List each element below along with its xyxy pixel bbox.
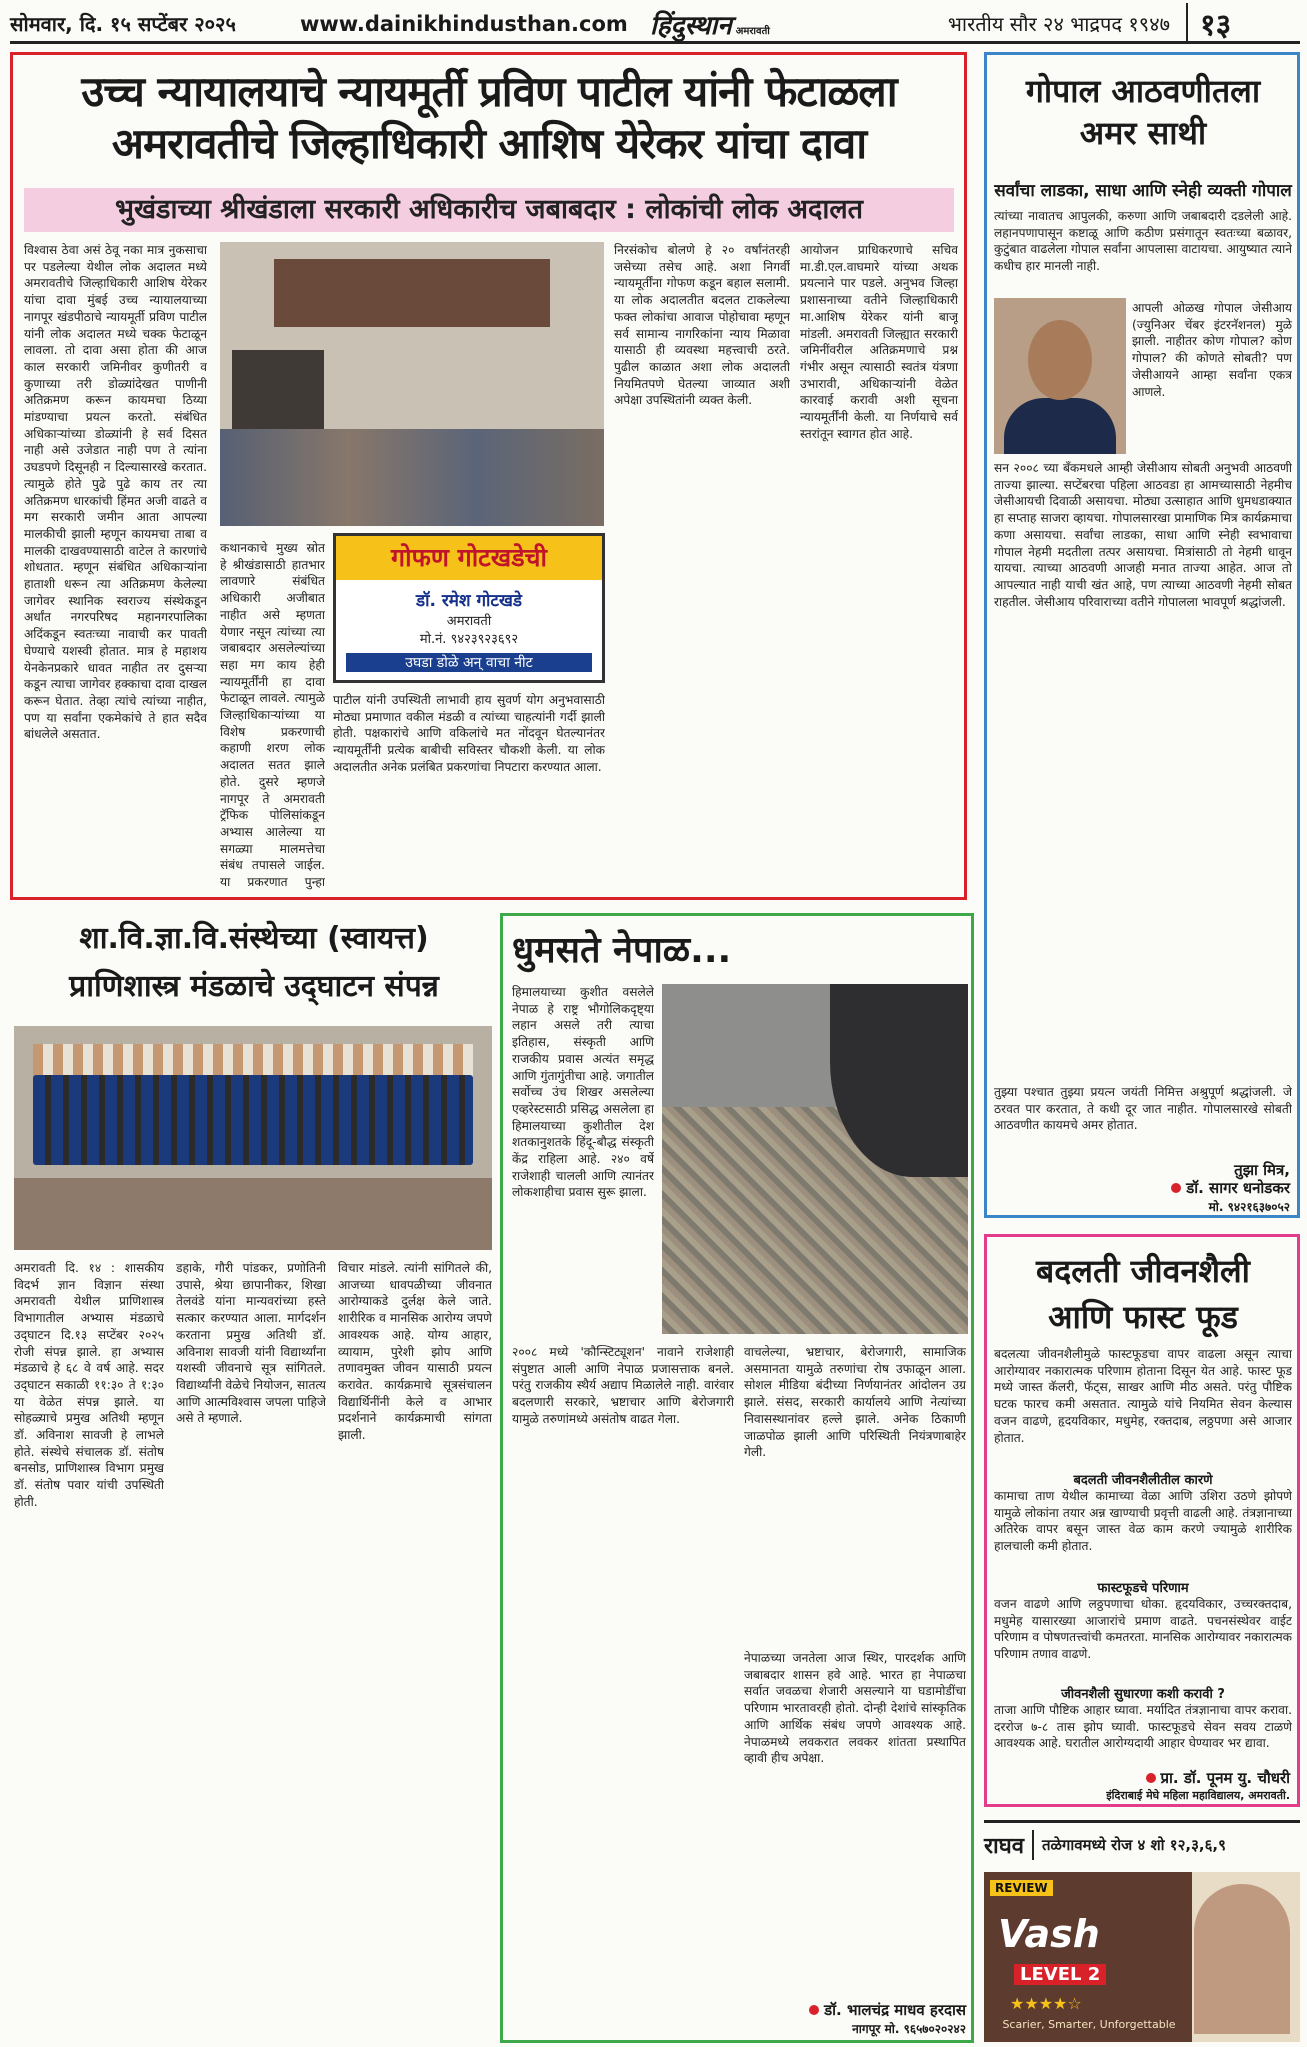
- gopal-deck: सर्वांचा लाडका, साधा आणि स्नेही व्यक्ती गोपाल: [994, 181, 1292, 201]
- saka-date: भारतीय सौर २४ भाद्रपद १९४७: [947, 12, 1170, 36]
- movie-actress-image: [1194, 1884, 1290, 2034]
- gopal-author: डॉ. सागर धनोडकर: [994, 1178, 1290, 1198]
- lifestyle-headline: बदलती जीवनशैली आणि फास्ट फूड: [1036, 1252, 1250, 1336]
- ad-tagline: उघडा डोळे अन् वाचा नीट: [346, 653, 592, 672]
- gopal-intro: त्यांच्या नावातच आपुलकी, करुणा आणि जबाबदारी दडलेली आहे. लहानपणापासून कष्टाळू आणि कठीण प्रसंगातून स्वतःच्या बळावर, कुटुंबात वाढलेला गोपाल सर्वांना आपलासा वाटायचा. आयुष्यात त्याने कधीच हार मानली नाही.: [994, 209, 1292, 274]
- page-number: १३: [1186, 3, 1274, 44]
- shavidvi-group-photo: [14, 1026, 492, 1250]
- shavidvi-headline: शा.वि.ज्ञा.वि.संस्थेच्या (स्वायत्त) प्राणिशास्त्र मंडळाचे उद्‌घाटन संपन्न: [69, 921, 439, 1004]
- movie-poster: [984, 1872, 1192, 2042]
- newspaper-logo: हिंदुस्थान अमरावती: [650, 10, 770, 41]
- lead-column-1: विश्वास ठेवा असं ठेवू नका मात्र नुकसाचा पर पडलेल्या येथील लोक अदालत मध्ये अमरावतीचे जिल्हाधिकारी आशिष येरेकर यांचा दावा मुंबई उच्च न्यायालयाच्या नागपूर खंडपीठाचे न्यायमूर्ती प्रविण पाटील यांनी लोक अदालत मध्ये चक्क फेटाळून लावला. तो दावा असा होता की आज काल सरकारी जमिनीवर कुणीतरी व कुणाच्या तरी डोळ्यांदेखत पाणीनी अतिक्रमण करून कायमचा ठिय्या मांडण्याचा प्रयत्न करतो. संबंधित अधिकाऱ्यांच्या डोळ्यांनी हे सर्व दिसत नाही असे उजेडात नाही पण ते त्यांना उघडपणे दिसूनही न दिल्यासारखे करतात. त्यामुळे होते पुढे पुढे काय तर त्या अतिक्रमण धारकांची हिंमत अजी वाढते व मग सरकारी जमीन आता आपल्या मालकीची झाली म्हणून कायमचा ताबा व मालकी दाखवण्यासाठी वाटेल ते कारणांचे शोधतात. म्हणून संबंधित अधिकाऱ्यांना हाताशी धरून त्या अतिक्रमण केलेल्या जागेवर स्थानिक स्वराज्य संस्थेकडून अर्धांत नगरपरिषद महानगरपालिका अदिंकडून स्वतःच्या नावाची कर पावती घेण्याचे यशस्वी होतात. मात्र हे महाशय येनकेनप्रकारे धावत नाहीत तर दुसऱ्या कडून त्याचा जागेवर हक्काचा दावा दाखल करून घेतात. तेव्हा त्यांचे त्यांच्या नाहीत, पण या सर्वांना एकमेकांचे ते हात सदैव बांधलेले असतात.: [24, 243, 207, 742]
- lifestyle-section-3: ताजा आणि पौष्टिक आहार घ्यावा. मर्यादित तंत्रज्ञानाचा वापर करावा. दररोज ७-८ तास झोप घ्यावी. फास्टफूडचे सेवन सवय टाळणे आवश्यक आहे. घरातील आरोग्यदायी आहार घेण्यावर भर द्यावा.: [994, 1703, 1292, 1751]
- lifestyle-section-1-heading: बदलती जीवनशैलीतील कारणे: [1073, 1473, 1213, 1488]
- ad-title: गोफण गोटखडेची: [336, 536, 602, 580]
- gopal-sign-label: तुझा मित्र,: [1234, 1161, 1290, 1179]
- nepal-column-1b: २००८ मध्ये 'कौन्स्टिट्यूशन' नावाने राजेशाही संपुष्टात आली आणि नेपाळ प्रजासत्ताक बनले. परंतु राजकीय स्थैर्य अद्याप मिळालेले नाही. वारंवार बदलणारी सरकारे, भ्रष्टाचार आणि बेरोजगारी यामुळे तरुणांमध्ये असंतोष वाढत गेला.: [512, 1345, 734, 1426]
- lifestyle-intro: बदलत्या जीवनशैलीमुळे फास्टफूडचा वापर वाढला असून त्याचा आरोग्यावर नकारात्मक परिणाम होताना दिसून येत आहे. फास्ट फूड मध्ये जास्त कॅलरी, फॅट्स, साखर आणि मीठ असते. परंतु पौष्टिक घटक फारच कमी असतात. त्यामुळे यांचे नियमित सेवन केल्यास वजन वाढणे, हृदयविकार, मधुमेह, रक्तदाब, लठ्ठपणा असे आजार होतात.: [994, 1347, 1292, 1445]
- movie-tagline: Scarier, Smarter, Unforgettable: [1002, 2018, 1176, 2031]
- ad-phone: मो.नं. ९४२३९२३६९२: [419, 632, 519, 647]
- lead-column-4: निरसंकोच बोलणे हे २० वर्षांनंतरही जसेच्या तसेच आहे. अशा निगर्वी न्यायमूर्तींना गोफण कडून बहाल सलामी. या लोक अदालतीत बदलत टाकलेल्या फक्त लोकांचा आवाज पोहोचावा म्हणून सर्व सामान्य नागरिकांना न्याय मिळावा यासाठी ही व्यवस्था महत्त्वाची ठरते. पुढील काळात अशा लोक अदालती नियमितपणे घेतल्या जाव्यात अशी अपेक्षा उपस्थितांनी व्यक्त केली.: [614, 243, 790, 408]
- movie-title: Vash: [998, 1912, 1100, 1956]
- lifestyle-section-1: कामाचा ताण येथील कामाच्या वेळा आणि उशिरा उठणे झोपणे यामुळे लोकांना तयार अन्न खाण्याची प्रवृत्ती वाढली आहे. तंत्रज्ञानाच्या अतिरेक वापर बसून जास्त वेळ काम करणे ज्यामुळे शारीरिक हालचाली कमी होतात.: [994, 1489, 1292, 1554]
- review-label: REVIEW: [990, 1880, 1053, 1896]
- ad-name: डॉ. रमेश गोटखडे: [415, 591, 522, 611]
- gopal-body: सन २००८ च्या बँकमधले आम्ही जेसीआय सोबती अनुभवी आठवणी ताज्या झाल्या. सप्टेंबरचा पहिला आठवडा हा आमच्यासाठी नेहमीच जेसीआयची दिवाळी असायचा. मोठ्या उत्साहात आणि धुमधडाक्यात हा सप्ताह साजरा व्हायचा. गोपालसारखा प्रामाणिक मित्र कार्यक्रमाचा कणा असायचा. सर्वांचा लाडका, साधा आणि स्नेही स्वभावाचा गोपाल नेहमी मदतीला तत्पर असायचा. मित्रांसाठी तो नेहमी धावून यायचा. त्याच्या आठवणी आजही मनात ताज्या आहेत. आज तो आपल्यात नाही याची खंत आहे, पण त्याच्या आठवणी नेहमी सोबत राहतील. जेसीआय परिवाराच्या वतीने गोपालला भावपूर्ण श्रद्धांजली.: [994, 461, 1292, 609]
- nepal-column-1: हिमालयाच्या कुशीत वसलेले नेपाळ हे राष्ट्र भौगोलिकदृष्ट्या लहान असले तरी त्याचा इतिहास, संस्कृती आणि राजकीय प्रवास अत्यंत समृद्ध आणि गुंतागुंतीचा आहे. जगातील सर्वोच्च उंच शिखर असलेल्या एव्हरेस्टसाठी प्रसिद्ध असलेला हा हिमालयाच्या कुशीतील देश शतकानुशतके हिंदू-बौद्ध संस्कृती केंद्र राहिला आहे. २४० वर्षे राजेशाही चालली आणि त्यानंतर लोकशाहीचा प्रवास सुरू झाला.: [512, 985, 654, 1200]
- nepal-author-city: नागपूर मो. ९६५७०२०२४२: [852, 2022, 966, 2036]
- raghav-schedule: तळेगावमध्ये रोज ४ शो १२,३,६,९: [1041, 1835, 1226, 1854]
- masthead: [10, 6, 1300, 44]
- gopal-author-phone: मो. ९४२१६३७०५२: [1208, 1200, 1290, 1214]
- lifestyle-author: प्रा. डॉ. पूनम यु. चौधरी: [994, 1768, 1290, 1788]
- nepal-author: डॉ. भालचंद्र माधव हरदास: [512, 2000, 966, 2020]
- lok-adalat-photo: [220, 242, 604, 526]
- nepal-column-2b: नेपाळच्या जनतेला आज स्थिर, पारदर्शक आणि जबाबदार शासन हवे आहे. भारत हा नेपाळचा सर्वात जवळचा शेजारी असल्याने या घडामोडींचा परिणाम भारतावरही होतो. दोन्ही देशांचे सांस्कृतिक आणि आर्थिक संबंध जपणे आवश्यक आहे. नेपाळमध्ये लवकरात लवकर शांतता प्रस्थापित व्हावी हीच अपेक्षा.: [744, 1651, 966, 1766]
- gopal-portrait: [994, 298, 1126, 454]
- raghav-title: राघव: [984, 1830, 1034, 1860]
- lead-column-3: पाटील यांनी उपस्थिती लाभावी हाय सुवर्ण योग अनुभवासाठी मोठ्या प्रमाणात वकील मंडळी व त्यांच्या चाहत्यांनी गर्दी झाली होती. पक्षकारांचे आणि वकिलांचे मत नोंदवून घेतल्यानंतर न्यायमूर्तींनी प्रत्येक बाबीची सविस्तर चौकशी केली. या लोक अदालतीत अनेक प्रलंबित प्रकरणांचा निपटारा करण्यात आला.: [333, 693, 605, 774]
- lead-column-2: कथानकाचे मुख्य स्रोत हे श्रीखंडासाठी हातभार लावणारे संबंधित अधिकारी अजीबात नाहीत असे म्हणता येणार नसून त्यांच्या त्या जबाबदार असलेल्यांच्या सहा मग काय हेही न्यायमूर्तींनी हा दावा फेटाळून लावले. त्यामुळे जिल्हाधिकाऱ्यांच्या या विशेष प्रकरणाची कहाणी शरण लोक अदालत सतत झाले होते. दुसरे म्हणजे नागपूर ते अमरावती ट्रॅफिक पोलिसांकडून अभ्यास आलेल्या या सगळ्या मालमत्तेचा संबंध तपासले जाईल. या प्रकरणात पुन्हा: [220, 541, 325, 890]
- raghav-bar: [984, 1820, 1300, 1866]
- movie-review-ad: [984, 1872, 1300, 2042]
- lead-deck: भुखंडाच्या श्रीखंडाला सरकारी अधिकारीच जबाबदार : लोकांची लोक अदालत: [24, 188, 954, 232]
- lead-headline: उच्च न्यायालयाचे न्यायमूर्ती प्रविण पाटील यांनी फेटाळला अमरावतीचे जिल्हाधिकारी आशिष येरेकर यांचा दावा: [81, 67, 897, 168]
- ad-city: अमरावती: [446, 614, 492, 629]
- lifestyle-college: इंदिराबाई मेघे महिला महाविद्यालय, अमरावती.: [1106, 1789, 1290, 1802]
- gofan-gotkhade-ad: [333, 533, 605, 683]
- shavidvi-column-1: अमरावती दि. १४ : शासकीय विदर्भ ज्ञान विज्ञान संस्था अमरावती येथील प्राणिशास्त्र विभागातील अभ्यास मंडळाचे उद्‌घाटन दि.१३ सप्टेंबर २०२५ रोजी संपन्न झाले. हा अभ्यास मंडळाचे हे ६८ वे वर्ष आहे. सदर उद्‌घाटन सकाळी ११:३० ते १:३० या वेळेत संपन्न झाले. या सोहळ्याचे प्रमुख अतिथी म्हणून डॉ. अविनाश सावजी हे लाभले होते. संस्थेचे संचालक डॉ. संतोष बनसोड, प्राणिशास्त्र विभाग प्रमुख डॉ. संतोष पवार यांची उपस्थिती होती.: [14, 1261, 164, 1509]
- kathmandu-smoke-photo: [662, 984, 968, 1334]
- shavidvi-column-2: डहाके, गौरी पांडकर, प्रणोतिनी उपासे, श्रेया छापानीकर, शिखा तेलवंडे यांना मान्यवरांच्या हस्ते सत्कार करण्यात आला. मार्गदर्शन करताना प्रमुख अतिथी डॉ. अविनाश सावजी यांनी विद्यार्थ्यांना यशस्वी जीवनाचे सूत्र सांगितले. विद्यार्थ्यांनी वेळेचे नियोजन, सातत्य आणि आत्मविश्वास जपला पाहिजे असे ते म्हणाले.: [176, 1261, 326, 1426]
- gopal-headline: गोपाल आठवणीतला अमर साथी: [1025, 72, 1261, 152]
- lead-column-5: आयोजन प्राधिकरणाचे सचिव मा.डी.एल.वाघमारे यांच्या अथक प्रयत्नाने पार पडले. अनुभव जिल्हा प्रशासनाच्या वतीने जिल्हाधिकारी मा.आशिष येरेकर यांनी बाजू मांडली. अमरावती जिल्ह्यात सरकारी जमिनींवरील अतिक्रमणाचे प्रश्न गंभीर असून त्यासाठी स्वतंत्र यंत्रणा उभारावी, अधिकाऱ्यांनी वेळेत कारवाई करावी अशी सूचना न्यायमूर्तींनी केली. या निर्णयाचे सर्व स्तरांतून स्वागत होत आहे.: [800, 243, 958, 441]
- shavidvi-column-3: विचार मांडले. त्यांनी सांगितले की, आजच्या धावपळीच्या जीवनात आरोग्याकडे दुर्लक्ष केले जाते. शारीरिक व मानसिक आरोग्य जपणे आवश्यक आहे. योग्य आहार, व्यायाम, पुरेशी झोप आणि तणावमुक्त जीवन यासाठी प्रयत्न करावेत. कार्यक्रमाचे सूत्रसंचालन विद्यार्थिनींनी केले व आभार प्रदर्शनाने कार्यक्रमाची सांगता झाली.: [338, 1261, 492, 1443]
- issue-date: सोमवार, दि. १५ सप्टेंबर २०२५: [10, 12, 236, 36]
- lifestyle-section-2: वजन वाढणे आणि लठ्ठपणाचा धोका. हृदयविकार, उच्चरक्तदाब, मधुमेह यासारख्या आजारांचे प्रमाण वाढते. पचनसंस्थेवर वाईट परिणाम व पोषणतत्त्वांची कमतरता. मानसिक आरोग्यावर नकारात्मक परिणाम तणाव वाढणे.: [994, 1597, 1292, 1662]
- gopal-body-end: तुझ्या पश्चात तुझ्या प्रयत्न जयंती निमित्त अश्रुपूर्ण श्रद्धांजली. जे ठरवत पार करतात, ते कधी दूर जात नाहीत. गोपालसारखे सोबती आठवणीत कायमचे अमर होतात.: [994, 1085, 1292, 1133]
- movie-level: LEVEL 2: [1014, 1964, 1106, 1985]
- nepal-headline: धुमसते नेपाळ...: [512, 930, 732, 971]
- rating-stars: ★★★★☆: [1010, 1994, 1082, 2013]
- gopal-side-text: आपली ओळख गोपाल जेसीआय (ज्युनिअर चेंबर इंटरनॅशनल) मुळे झाली. नाहीतर कोण गोपाल? कोण गोपाल? की कोणते सोबती? पण जेसीआयने आम्हा सर्वांना एकत्र आणले.: [1132, 301, 1292, 399]
- lifestyle-section-2-heading: फास्टफूडचे परिणाम: [1097, 1581, 1189, 1596]
- nepal-column-2: वाचलेल्या, भ्रष्टाचार, बेरोजगारी, सामाजिक असमानता यामुळे तरुणांचा रोष उफाळून आला. सोशल मीडिया बंदीच्या निर्णयानंतर आंदोलन उग्र झाले. संसद, सरकारी कार्यालये आणि नेत्यांच्या निवासस्थानांवर हल्ले झाले. अनेक ठिकाणी जाळपोळ झाली आणि परिस्थिती नियंत्रणाबाहेर गेली.: [744, 1345, 966, 1460]
- lifestyle-section-3-heading: जीवनशैली सुधारणा कशी करावी ?: [1061, 1687, 1225, 1702]
- site-url[interactable]: www.dainikhindusthan.com: [300, 11, 628, 36]
